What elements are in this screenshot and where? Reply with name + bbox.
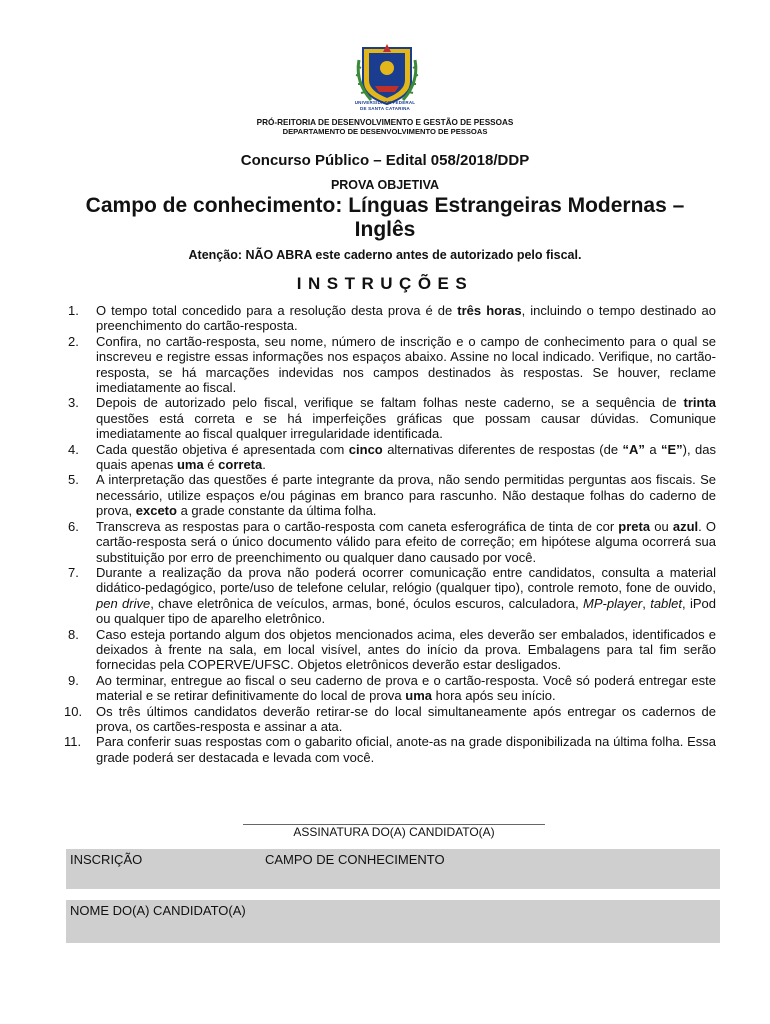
instruction-text: trinta xyxy=(683,395,716,411)
instruction-text: . O cartão-resposta será o único documento válido para efeito de correção; em hipótese alguma ocorrerá sua substituição por erro de preenchimento ou qualquer dano causado por você. xyxy=(96,518,717,565)
instruction-item xyxy=(54,565,716,627)
instruction-item xyxy=(54,472,716,518)
instruction-text: Transcreva as respostas para o cartão-resposta com caneta esferográfica de tinta de cor xyxy=(96,518,619,534)
instruction-text: Para conferir suas respostas com o gabarito oficial, anote-as na grade disponibilizada na última folha. Essa grade poderá ser destacada e levada com você. xyxy=(96,734,716,765)
instruction-text: azul xyxy=(672,518,699,534)
instruction-text: , incluindo o tempo destinado ao preenchimento do cartão-resposta. xyxy=(96,303,716,334)
instruction-text: . xyxy=(262,457,266,473)
instruction-item xyxy=(54,303,716,334)
instruction-text: preta xyxy=(618,518,651,534)
instruction-number: 4. xyxy=(68,441,79,457)
instruction-number: 7. xyxy=(68,564,79,580)
instruction-text: Caso esteja portando algum dos objetos mencionados acima, eles deverão ser embalados, identificados e deixados à frente na sala, em local visível, antes do início da prova. Embalagens para tal fim serão fornecidas pela COPERVE/UFSC. Objetos eletrônicos deverão estar desligados. xyxy=(96,626,716,673)
campo-label: CAMPO DE CONHECIMENTO xyxy=(265,852,445,867)
contest-title: Concurso Público – Edital 058/2018/DDP xyxy=(240,152,530,169)
instruction-text: Os três últimos candidatos deverão retirar-se do local simultaneamente após entregar os cadernos de prova, os cartões-resposta e assinar a ata. xyxy=(96,703,716,734)
instruction-number: 9. xyxy=(68,672,79,688)
exam-type: PROVA OBJETIVA xyxy=(330,178,440,192)
instruction-item xyxy=(54,704,716,735)
instruction-text: , chave eletrônica de veículos, armas, boné, óculos escuros, calculadora, xyxy=(150,595,584,611)
instruction-text: questões está correta e se há imperfeições gráficas que possam causar dúvidas. Comunique imediatamente ao fiscal qualquer irregularidade identificada. xyxy=(96,410,716,442)
instruction-text: , iPod ou qualquer tipo de aparelho eletrônico. xyxy=(96,595,716,627)
instruction-text: pen drive xyxy=(96,595,151,611)
instruction-text: uma xyxy=(176,457,204,473)
signature-label: ASSINATURA DO(A) CANDIDATO(A) xyxy=(293,825,495,839)
instruction-text: cinco xyxy=(348,441,383,457)
instructions-list xyxy=(54,303,716,765)
instruction-item xyxy=(54,334,716,396)
instruction-number: 3. xyxy=(68,395,79,411)
instruction-text: Cada questão objetiva é apresentada com xyxy=(96,441,349,457)
instruction-number: 5. xyxy=(68,472,79,488)
attention-notice: Atenção: NÃO ABRA este caderno antes de autorizado pelo fiscal. xyxy=(188,248,582,262)
instruction-text: três horas xyxy=(457,303,522,318)
instruction-item xyxy=(54,519,716,565)
instruction-text: alternativas diferentes de respostas (de xyxy=(382,441,623,457)
instruction-text: Durante a realização da prova não poderá ocorrer comunicação entre candidatos, consulta a material didático-pedagógico, porte/uso de telefone celular, relógio (qualquer tipo), controle remoto, fone de ouvido, xyxy=(96,564,716,596)
instruction-text: O tempo total concedido para a resolução desta prova é de xyxy=(96,303,458,318)
registration-field-box[interactable] xyxy=(66,849,720,889)
nome-label: NOME DO(A) CANDIDATO(A) xyxy=(70,903,246,918)
instruction-text: ou xyxy=(650,518,673,534)
instruction-text: Ao terminar, entregue ao fiscal o seu caderno de prova e o cartão-resposta. Você só poderá entregar este material e se retirar definitivamente do local de prova xyxy=(96,672,716,704)
instruction-item xyxy=(54,673,716,704)
instruction-number: 10. xyxy=(64,703,83,719)
instruction-text: Confira, no cartão-resposta, seu nome, número de inscrição e o campo de conhecimento para o qual se inscreveu e registre essas informações nos espaços abaixo. Assine no local indicado. Verifique, no cartão-resposta, se há marcações indevidas nos campos destinados às respostas. Se houver, reclame imediatamente ao fiscal. xyxy=(96,333,716,396)
instructions-heading: INSTRUÇÕES xyxy=(296,274,474,293)
instruction-text: uma xyxy=(405,688,432,704)
instruction-item xyxy=(54,734,716,765)
instruction-text: hora após seu início. xyxy=(432,688,556,704)
candidate-name-box[interactable] xyxy=(66,900,720,943)
pro-reitoria-line: PRÓ-REITORIA DE DESENVOLVIMENTO E GESTÃO DE PESSOAS xyxy=(256,118,514,127)
instruction-text: ), das quais apenas xyxy=(96,441,717,473)
instruction-text: correta xyxy=(218,457,263,473)
instruction-text: a grade constante da última folha. xyxy=(176,503,377,519)
instruction-number: 8. xyxy=(68,626,79,642)
instruction-text: tablet xyxy=(650,595,683,611)
department-line: DEPARTAMENTO DE DESENVOLVIMENTO DE PESSOAS xyxy=(282,127,488,136)
instruction-text: Depois de autorizado pelo fiscal, verifique se faltam folhas neste caderno, se a sequência de xyxy=(96,395,684,411)
instruction-number: 1. xyxy=(68,303,79,318)
knowledge-field-title: Campo de conhecimento: Línguas Estrangeiras Modernas – Inglês xyxy=(85,194,685,241)
instruction-item xyxy=(54,442,716,473)
logo-caption: UNIVERSIDADE FEDERAL DE SANTA CATARINA xyxy=(354,100,416,111)
instruction-number: 6. xyxy=(68,518,79,534)
instruction-number: 2. xyxy=(68,333,79,349)
instruction-text: , xyxy=(642,595,651,611)
instruction-item xyxy=(54,627,716,673)
instruction-text: A interpretação das questões é parte integrante da prova, não sendo permitidas perguntas aos fiscais. Se necessário, utilize espaços e/ou páginas em branco para rascunho. Não destaque folhas do caderno de prova, xyxy=(96,472,716,519)
instruction-item xyxy=(54,395,716,441)
instruction-text: é xyxy=(203,457,219,473)
instruction-text: “A” xyxy=(622,441,645,457)
instruction-text: “E” xyxy=(661,441,683,457)
inscricao-label: INSCRIÇÃO xyxy=(70,852,143,867)
instruction-text: MP-player xyxy=(583,595,643,611)
instruction-text: a xyxy=(644,441,661,457)
instruction-text: exceto xyxy=(135,503,177,519)
instruction-number: 11. xyxy=(64,734,82,750)
